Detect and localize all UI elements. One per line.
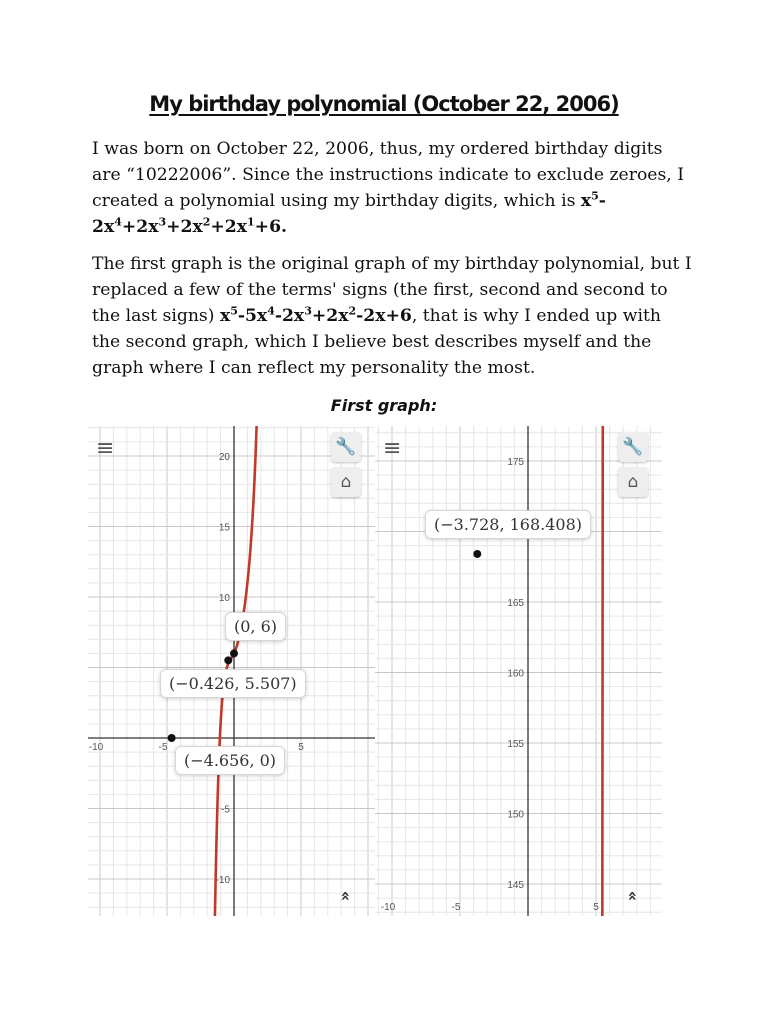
- point-label: (−3.728, 168.408): [425, 510, 591, 539]
- point-label: (−0.426, 5.507): [160, 669, 306, 698]
- y-tick-label: 10: [218, 593, 230, 604]
- graph-2-canvas[interactable]: [375, 426, 662, 916]
- data-point: [230, 649, 238, 657]
- y-tick-label: 145: [507, 880, 524, 891]
- intro-text: I was born on October 22, 2006, thus, my ordered birthday digits are “10222006”. Since the instructions indicate to exclude zeroes, I created a polynomial using my birthday digits, which is: [92, 139, 684, 211]
- page-title: My birthday polynomial (October 22, 2006): [149, 92, 619, 116]
- collapse-icon[interactable]: »: [622, 890, 642, 902]
- data-point: [224, 656, 232, 664]
- x-tick-label: -5: [158, 742, 168, 753]
- intro-paragraph: [92, 136, 692, 240]
- first-graph-heading: First graph:: [330, 396, 438, 415]
- y-tick-label: 15: [218, 522, 230, 534]
- explanation-text-end: , that is why I ended up with the second graph, which I believe best describes myself and the graph where I can reflect my personality the most.: [92, 306, 661, 378]
- x-tick-label: 5: [593, 902, 599, 913]
- x-tick-label: 5: [298, 742, 304, 753]
- y-tick-label: 165: [507, 598, 524, 609]
- collapse-icon[interactable]: »: [335, 890, 355, 902]
- x-tick-label: -5: [451, 902, 461, 913]
- explanation-text: The first graph is the original graph of my birthday polynomial, but I replaced a few of the terms' signs (the first, second and second to the last signs): [92, 254, 692, 326]
- graph-1[interactable]: [88, 426, 375, 916]
- home-icon[interactable]: ⌂: [618, 467, 648, 497]
- point-label: (−4.656, 0): [175, 746, 285, 775]
- data-point: [473, 550, 481, 558]
- y-tick-label: -5: [221, 804, 230, 816]
- y-tick-label: 160: [507, 668, 524, 680]
- menu-icon[interactable]: ≡: [96, 436, 115, 461]
- y-tick-label: -10: [215, 875, 230, 886]
- y-tick-label: 175: [507, 457, 524, 468]
- y-tick-label: 155: [507, 739, 524, 750]
- y-tick-label: 150: [507, 809, 524, 821]
- menu-icon[interactable]: ≡: [383, 436, 402, 461]
- home-icon[interactable]: ⌂: [331, 467, 361, 497]
- y-tick-label: 20: [218, 452, 230, 463]
- x-tick-label: -10: [88, 742, 104, 753]
- birthday-polynomial: $x^5-2x^4+2x^3+2x^2+2x^1+6$.: [92, 189, 606, 237]
- x-tick-label: -10: [380, 902, 396, 913]
- graph-2[interactable]: [375, 426, 662, 916]
- explanation-paragraph: [92, 251, 692, 381]
- modified-polynomial: $x^5-5x^4-2x^3+2x^2-2x+6$: [219, 304, 412, 326]
- point-label: (0, 6): [225, 612, 286, 641]
- wrench-icon[interactable]: 🔧: [331, 432, 361, 462]
- wrench-icon[interactable]: 🔧: [618, 432, 648, 462]
- data-point: [168, 734, 176, 742]
